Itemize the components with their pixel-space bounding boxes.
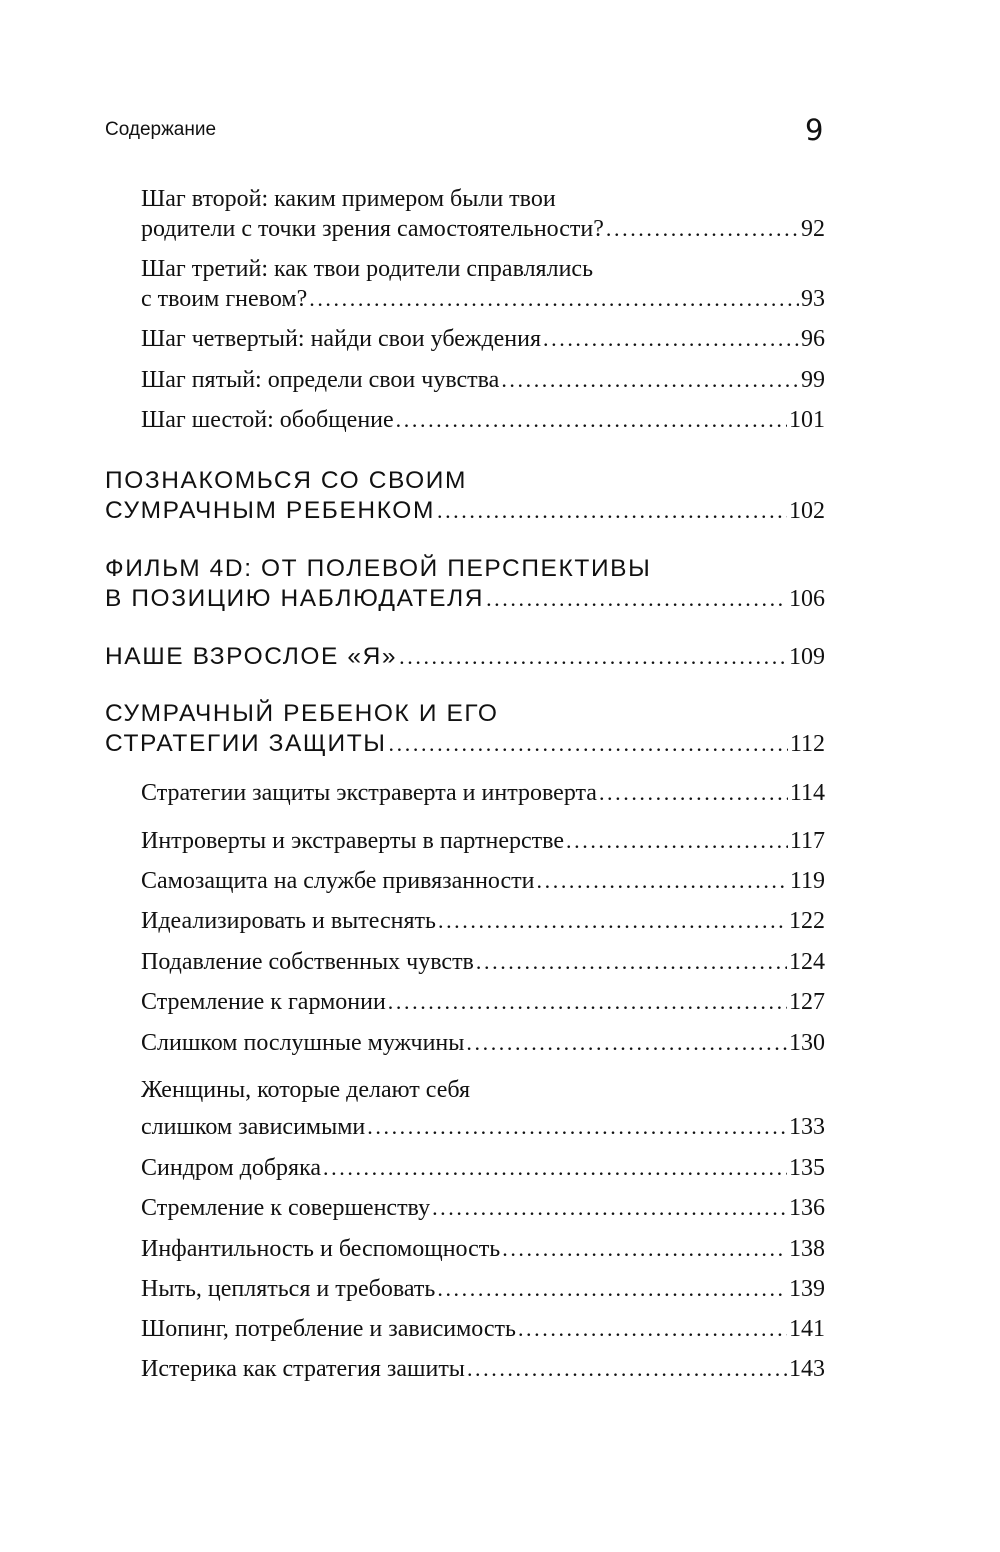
toc-entry-title: Стремление к гармонии [141, 989, 386, 1015]
toc-entry [141, 907, 825, 935]
leader-dots [501, 366, 799, 394]
toc-page-number: 124 [789, 949, 825, 975]
leader-dots [476, 948, 787, 976]
toc-entry-title: Инфантильность и беспомощность [141, 1236, 501, 1262]
toc-entry-title: Шопинг, потребление и зависимость [141, 1316, 516, 1342]
leader-dots [309, 285, 799, 313]
toc-entry-title: слишком зависимыми [141, 1114, 366, 1140]
toc-entry-title: Слишком послушные мужчины [141, 1030, 465, 1056]
leader-dots [399, 643, 787, 671]
toc-chapter-line1: СУМРАЧНЫЙ РЕБЕНОК И ЕГО [105, 700, 499, 727]
leader-dots [467, 1355, 787, 1383]
leader-dots [486, 585, 787, 613]
toc-page-number: 92 [801, 216, 825, 242]
page-number: 9 [805, 113, 824, 147]
toc-entry-title: Интроверты и экстраверты в партнерстве [141, 828, 565, 854]
toc-chapter [105, 497, 825, 525]
toc-page-number: 101 [789, 407, 825, 433]
toc-entry-title: Идеализировать и вытеснять [141, 908, 436, 934]
toc-chapter-line1: ФИЛЬМ 4D: ОТ ПОЛЕВОЙ ПЕРСПЕКТИВЫ [105, 555, 652, 582]
leader-dots [466, 1029, 787, 1057]
toc-chapter [105, 585, 825, 613]
leader-dots [543, 325, 799, 353]
leader-dots [437, 497, 787, 525]
toc-page-number: 99 [801, 367, 825, 393]
toc-page-number: 139 [789, 1276, 825, 1302]
leader-dots [502, 1235, 787, 1263]
toc-entry-line1: Шаг второй: каким примером были твои [141, 186, 556, 212]
toc-entry [141, 1029, 825, 1057]
running-head: Содержание [105, 119, 217, 140]
toc-page-number: 102 [789, 498, 825, 524]
toc-page-number: 127 [789, 989, 825, 1015]
toc-entry-title: Шаг пятый: определи свои чувства [141, 367, 500, 393]
toc-entry [141, 1235, 825, 1263]
leader-dots [437, 1275, 787, 1303]
toc-entry [141, 1154, 825, 1182]
toc-entry-title: Стратегии защиты экстраверта и интроверта [141, 780, 597, 806]
leader-dots [566, 827, 788, 855]
toc-entry-title: родители с точки зрения самостоятельности? [141, 216, 604, 242]
toc-entry [141, 325, 825, 353]
toc-entry-title: Стремление к совершенству [141, 1195, 431, 1221]
toc-entry-title: Синдром добряка [141, 1155, 322, 1181]
toc-page-number: 122 [789, 908, 825, 934]
toc-chapter [105, 730, 825, 758]
leader-dots [606, 215, 799, 243]
toc-chapter-title: СТРАТЕГИИ ЗАЩИТЫ [105, 730, 387, 757]
leader-dots [388, 988, 787, 1016]
leader-dots [432, 1194, 787, 1222]
leader-dots [537, 867, 788, 895]
leader-dots [367, 1113, 787, 1141]
toc-entry [141, 1315, 825, 1343]
toc-entry-line1: Женщины, которые делают себя [141, 1077, 470, 1103]
toc-page-number: 119 [789, 868, 825, 894]
toc-page-number: 112 [789, 731, 825, 757]
toc-page-number: 109 [789, 644, 825, 670]
toc-entry [141, 867, 825, 895]
leader-dots [518, 1315, 787, 1343]
toc-chapter [105, 643, 825, 671]
toc-entry-title: Шаг четвертый: найди свои убеждения [141, 326, 542, 352]
toc-page-number: 136 [789, 1195, 825, 1221]
toc-page-number: 138 [789, 1236, 825, 1262]
toc-page-number: 141 [789, 1316, 825, 1342]
toc-entry [141, 948, 825, 976]
toc-page-number: 130 [789, 1030, 825, 1056]
toc-page-number: 117 [789, 828, 825, 854]
toc-chapter-title: В ПОЗИЦИЮ НАБЛЮДАТЕЛЯ [105, 585, 485, 612]
toc-page-number: 96 [801, 326, 825, 352]
leader-dots [396, 406, 787, 434]
leader-dots [389, 730, 788, 758]
toc-page-number: 106 [789, 586, 825, 612]
toc-entry [141, 779, 825, 807]
toc-entry [141, 1355, 825, 1383]
toc-entry-title: с твоим гневом? [141, 286, 308, 312]
toc-entry-title: Ныть, цепляться и требовать [141, 1276, 436, 1302]
toc-entry [141, 366, 825, 394]
toc-entry-line1: Шаг третий: как твои родители справлялись [141, 256, 594, 282]
leader-dots [438, 907, 787, 935]
toc-page-number: 93 [801, 286, 825, 312]
toc-page-number: 133 [789, 1114, 825, 1140]
toc-page-number: 135 [789, 1155, 825, 1181]
toc-page-number: 143 [789, 1356, 825, 1382]
toc-chapter-line1: ПОЗНАКОМЬСЯ СО СВОИМ [105, 467, 468, 494]
toc-entry [141, 988, 825, 1016]
leader-dots [599, 779, 788, 807]
toc-entry [141, 1194, 825, 1222]
toc-chapter-title: НАШЕ ВЗРОСЛОЕ «Я» [105, 643, 398, 670]
toc-entry [141, 1275, 825, 1303]
toc-entry-title: Самозащита на службе привязанности [141, 868, 535, 894]
toc-entry [141, 827, 825, 855]
toc-entry [141, 406, 825, 434]
toc-entry [141, 1113, 825, 1141]
toc-page-number: 114 [789, 780, 825, 806]
leader-dots [323, 1154, 787, 1182]
toc-chapter-title: СУМРАЧНЫМ РЕБЕНКОМ [105, 497, 435, 524]
toc-entry [141, 215, 825, 243]
toc-entry-title: Истерика как стратегия зашиты [141, 1356, 465, 1382]
toc-entry [141, 285, 825, 313]
toc-entry-title: Шаг шестой: обобщение [141, 407, 394, 433]
toc-entry-title: Подавление собственных чувств [141, 949, 474, 975]
